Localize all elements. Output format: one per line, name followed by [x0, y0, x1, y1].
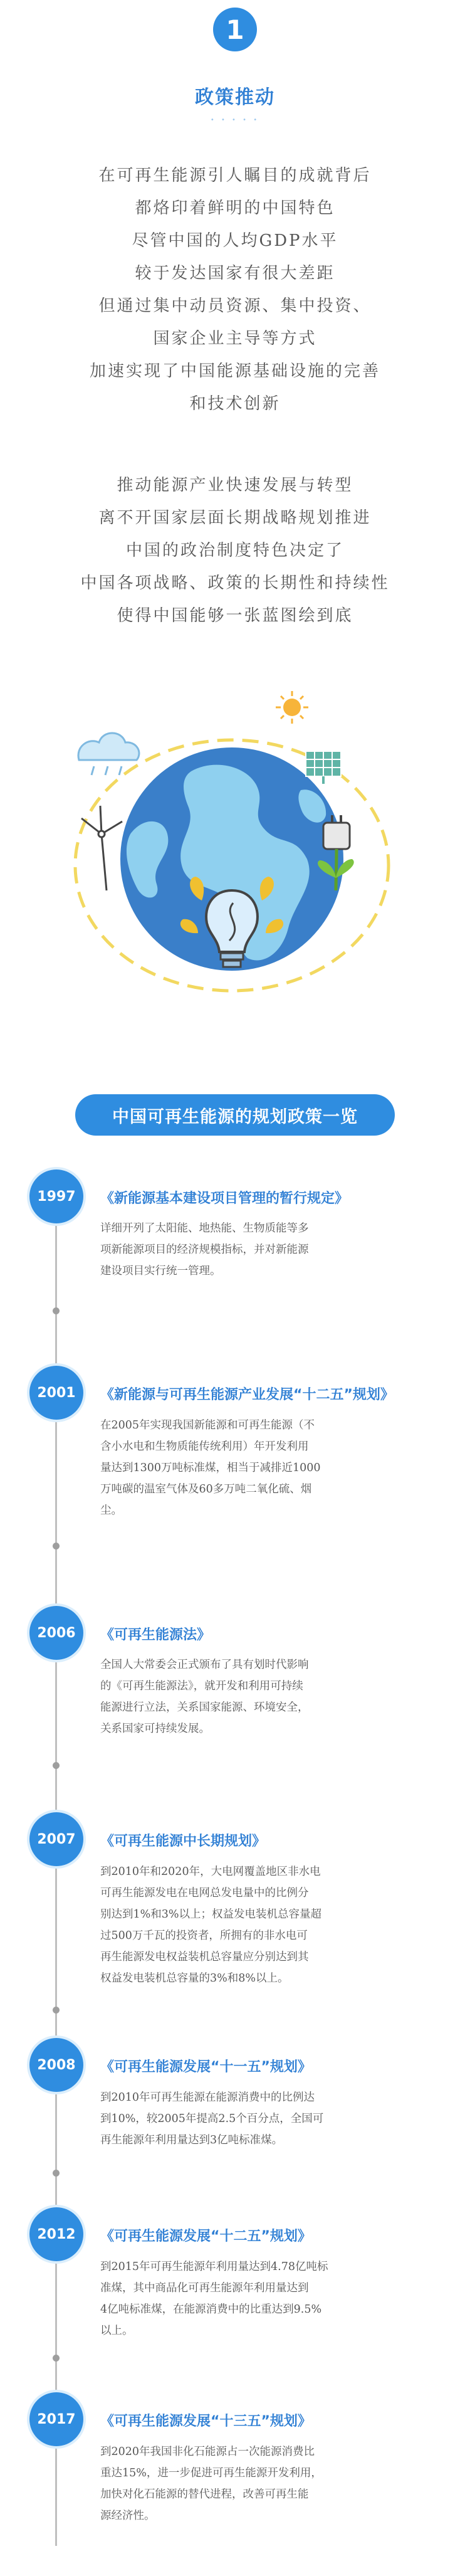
- body-line: 可再生能源发电在电网总发电量中的比例分: [100, 1887, 309, 1899]
- timeline-year-badge: 2006: [29, 1606, 83, 1660]
- timeline-entry-title: 《新能源基本建设项目管理的暂行规定》: [100, 1191, 349, 1206]
- body-line: 权益发电装机总容量的3%和8%以上。: [100, 1972, 289, 1985]
- timeline-entry-title: 《可再生能源法》: [100, 1627, 211, 1643]
- poem-line: 离不开国家层面长期战略规划推进: [98, 509, 372, 527]
- body-line: 重达15%，进一步促进可再生能源开发利用，: [100, 2467, 322, 2479]
- poem-line: 使得中国能够一张蓝图绘到底: [117, 606, 353, 625]
- poem-line: 但通过集中动员资源、集中投资、: [98, 297, 372, 315]
- timeline-dot: [53, 2170, 60, 2177]
- timeline-dot: [53, 1543, 60, 1549]
- timeline-entry-title: 《可再生能源发展“十二五”规划》: [100, 2229, 311, 2244]
- timeline-entry-body: [100, 1218, 439, 1282]
- timeline-entry-body: [100, 1415, 439, 1521]
- poem-line: 较于发达国家有很大差距: [135, 264, 335, 283]
- section-number-badge: 1: [213, 8, 257, 51]
- poem-line: 尽管中国的人均GDP水平: [132, 231, 338, 250]
- policy-overview-banner: 中国可再生能源的规划政策一览: [75, 1094, 395, 1136]
- poem-line: 加速实现了中国能源基础设施的完善: [89, 362, 380, 381]
- body-line: 到2020年我国非化石能源占一次能源消费比: [100, 2446, 315, 2458]
- body-line: 含小水电和生物质能传统利用）年开发利用: [100, 1440, 309, 1453]
- timeline-year-badge: 2008: [29, 2038, 83, 2092]
- timeline-year-badge: 1997: [29, 1169, 83, 1223]
- poem-line: 和技术创新: [189, 394, 281, 413]
- timeline-dot: [53, 1307, 60, 1314]
- timeline-entry-body: [100, 2441, 439, 2526]
- body-line: 项新能源项目的经济规模指标，并对新能源: [100, 1243, 309, 1256]
- body-line: 全国人大常委会正式颁布了具有划时代影响: [100, 1659, 309, 1671]
- timeline-entry-title: 《新能源与可再生能源产业发展“十二五”规划》: [100, 1387, 394, 1403]
- timeline-entry-body: [100, 1654, 439, 1739]
- body-line: 关系国家可持续发展。: [100, 1723, 210, 1735]
- body-line: 的《可再生能源法》，就开发和利用可持续: [100, 1680, 303, 1692]
- timeline-entry-body: [100, 1861, 439, 1989]
- timeline-year-badge: 2017: [29, 2392, 83, 2446]
- timeline-dot: [53, 2355, 60, 2362]
- timeline-year-badge: 2007: [29, 1812, 83, 1866]
- timeline-entry-body: [100, 2087, 439, 2151]
- body-line: 再生能源发电权益装机总容量应分别达到其: [100, 1951, 309, 1963]
- body-line: 过500万千瓦的投资者，所拥有的非水电可: [100, 1929, 308, 1942]
- body-line: 建设项目实行统一管理。: [100, 1265, 221, 1277]
- renewable-energy-illustration: [56, 677, 407, 1028]
- poem-line: 都烙印着鲜明的中国特色: [135, 199, 335, 218]
- body-line: 准煤，其中商品化可再生能源年利用量达到: [100, 2282, 309, 2294]
- poem-line: 推动能源产业快速发展与转型: [117, 476, 353, 495]
- poem-line: 国家企业主导等方式: [153, 329, 317, 348]
- body-line: 详细开列了太阳能、地热能、生物质能等多: [100, 1222, 309, 1235]
- body-line: 能源进行立法，关系国家能源、环境安全，: [100, 1701, 309, 1714]
- timeline-entry-body: [100, 2256, 439, 2341]
- poem-line: 中国各项战略、政策的长期性和持续性: [80, 574, 390, 593]
- poem-stanza-1: [0, 159, 470, 420]
- timeline-entry-title: 《可再生能源中长期规划》: [100, 1834, 266, 1849]
- body-line: 到2010年可再生能源在能源消费中的比例达: [100, 2091, 315, 2104]
- body-line: 到2010年和2020年，大电网覆盖地区非水电: [100, 1866, 321, 1878]
- section-title: 政策推动: [195, 87, 275, 108]
- solar-panel-icon: [306, 751, 341, 784]
- timeline-entry-title: 《可再生能源发展“十一五”规划》: [100, 2059, 311, 2075]
- timeline-year-badge: 2012: [29, 2207, 83, 2261]
- body-line: 加快对化石能源的替代进程，改善可再生能: [100, 2488, 309, 2501]
- timeline-year-badge: 2001: [29, 1366, 83, 1420]
- sun-icon: [276, 691, 308, 724]
- body-line: 到2015年可再生能源年利用量达到4.78亿吨标: [100, 2261, 328, 2273]
- body-line: 到10%，较2005年提高2.5个百分点，全国可: [100, 2113, 324, 2125]
- body-line: 以上。: [100, 2325, 133, 2337]
- body-line: 万吨碳的温室气体及60多万吨二氧化硫、烟: [100, 1483, 312, 1496]
- timeline-dot: [53, 2007, 60, 2014]
- wind-turbine-icon: [81, 806, 122, 890]
- poem-line: 在可再生能源引人瞩目的成就背后: [98, 166, 372, 185]
- body-line: 量达到1300万吨标准煤，相当于减排近1000: [100, 1462, 321, 1474]
- body-line: 尘。: [100, 1504, 122, 1517]
- timeline-dot: [53, 1762, 60, 1769]
- poem-line: 中国的政治制度特色决定了: [125, 541, 344, 560]
- body-line: 源经济性。: [100, 2510, 155, 2522]
- body-line: 再生能源年利用量达到3亿吨标准煤。: [100, 2134, 283, 2146]
- title-underline-dots: • • • • •: [210, 117, 260, 124]
- timeline-entry-title: 《可再生能源发展“十三五”规划》: [100, 2414, 311, 2429]
- body-line: 4亿吨标准煤，在能源消费中的比重达到9.5%: [100, 2303, 322, 2316]
- body-line: 别达到1%和3%以上；权益发电装机总容量超: [100, 1908, 322, 1921]
- poem-stanza-2: [0, 469, 470, 632]
- body-line: 在2005年实现我国新能源和可再生能源（不: [100, 1419, 315, 1432]
